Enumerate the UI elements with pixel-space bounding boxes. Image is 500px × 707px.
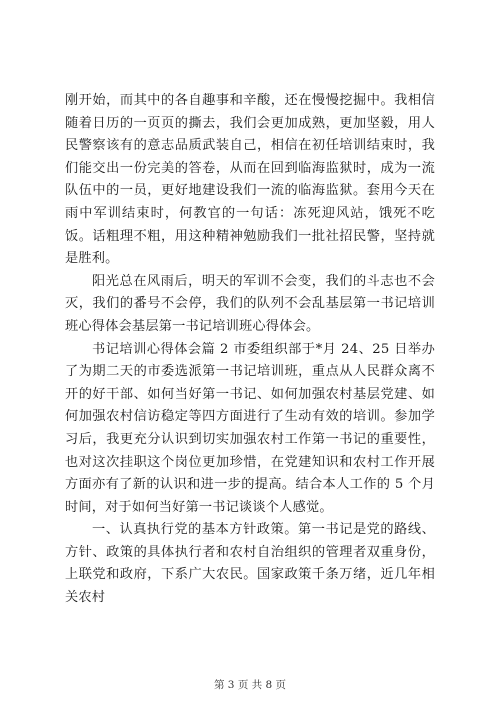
paragraph-1: 刚开始，而其中的各自趣事和辛酸，还在慢慢挖掘中。我相信随着日历的一页页的撕去，我们会更加成熟，更加坚毅，用人民警察该有的意志品质武装自己，相信在初任培训结束时，我们能交出一份完美的答卷，从而在回到临海监狱时，成为一流队伍中的一员，更好地建设我们一流的临海监狱。套用今天在雨中军训结束时，何教官的一句话：冻死迎风站，饿死不吃饭。话粗理不粗，用这种精神勉励我们一批社招民警，坚持就是胜利。 (65, 93, 435, 267)
paragraph-4: 一、认真执行党的基本方针政策。第一书记是党的路线、方针、政策的具体执行者和农村自治组织的管理者双重身份，上联党和政府，下系广大农民。国家政策千条万绪，近几年相关农村 (65, 522, 435, 606)
paragraph-2: 阳光总在风雨后，明天的军训不会变，我们的斗志也不会灭，我们的番号不会停，我们的队列不会乱基层第一书记培训班心得体会基层第一书记培训班心得体会。 (65, 273, 435, 334)
document-body (65, 90, 435, 610)
paragraph-3: 书记培训心得体会篇 2 市委组织部于*月 24、25 日举办了为期二天的市委选派第一书记培训班，重点从人民群众离不开的好干部、如何当好第一书记、如何加强农村基层党建、如何加强农村信访稳定等四方面进行了生动有效的培训。参加学习后，我更充分认识到切实加强农村工作第一书记的重要性，也对这次挂职这个岗位更加珍惜，在党建知识和农村工作开展方面亦有了新的认识和进一步的提高。结合本人工作的 5 个月时间，对于如何当好第一书记谈谈个人感觉。 (65, 341, 435, 515)
page-number-footer: 第 3 页 共 8 页 (213, 679, 287, 691)
